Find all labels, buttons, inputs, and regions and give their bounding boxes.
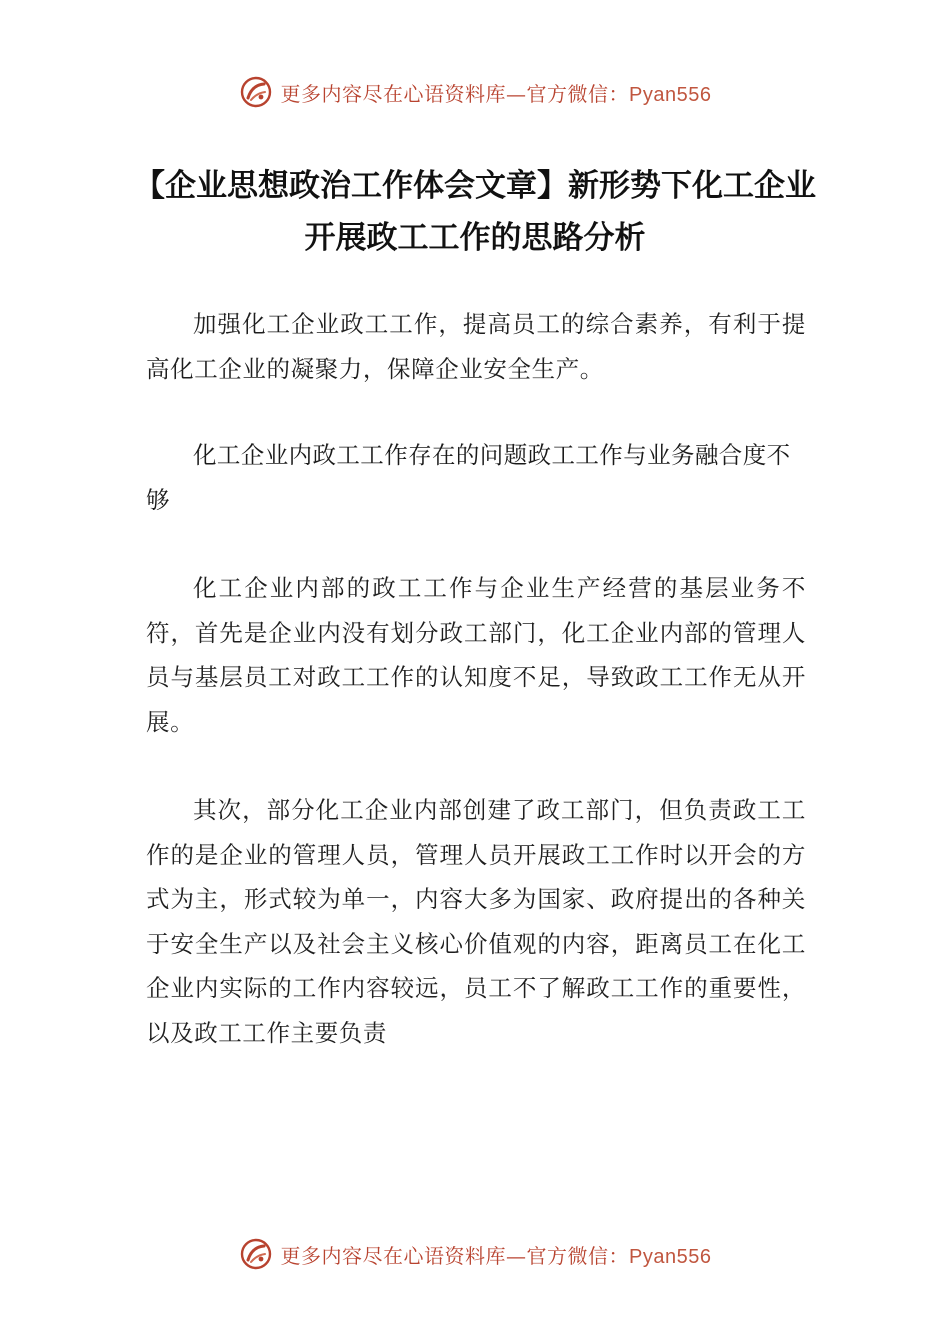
footer-watermark — [0, 1232, 950, 1276]
paragraph-problem-first: 化工企业内部的政工工作与企业生产经营的基层业务不符，首先是企业内没有划分政工部门，化工企业内部的管理人员与基层员工对政工工作的认知度不足，导致政工工作无从开展。 — [146, 574, 806, 736]
brand-seal-icon — [239, 75, 273, 109]
wechat-id: Pyan556 — [629, 1245, 712, 1268]
paragraph-intro: 加强化工企业政工工作，提高员工的综合素养，有利于提高化工企业的凝聚力，保障企业安全生产。 — [146, 310, 806, 383]
document-title: 【企业思想政治工作体会文章】新形势下化工企业开展政工工作的思路分析 — [134, 168, 816, 256]
brand-seal-icon — [239, 1237, 273, 1271]
section-heading: 化工企业内政工工作存在的问题政工工作与业务融合度不够 — [146, 441, 791, 514]
wechat-id: Pyan556 — [629, 83, 712, 106]
paragraph-problem-second: 其次，部分化工企业内部创建了政工部门，但负责政工工作的是企业的管理人员，管理人员开展政工工作时以开会的方式为主，形式较为单一，内容大多为国家、政府提出的各种关于安全生产以及社会主义核心价值观的内容，距离员工在化工企业内实际的工作内容较远，员工不了解政工工作的重要性，以及政工工作主要负责 — [146, 796, 806, 1047]
watermark-text: 更多内容尽在心语资料库—官方微信：Pyan556 — [280, 81, 712, 106]
document-body — [146, 302, 806, 1055]
watermark-text: 更多内容尽在心语资料库—官方微信：Pyan556 — [280, 1243, 712, 1268]
header-watermark — [0, 70, 950, 114]
